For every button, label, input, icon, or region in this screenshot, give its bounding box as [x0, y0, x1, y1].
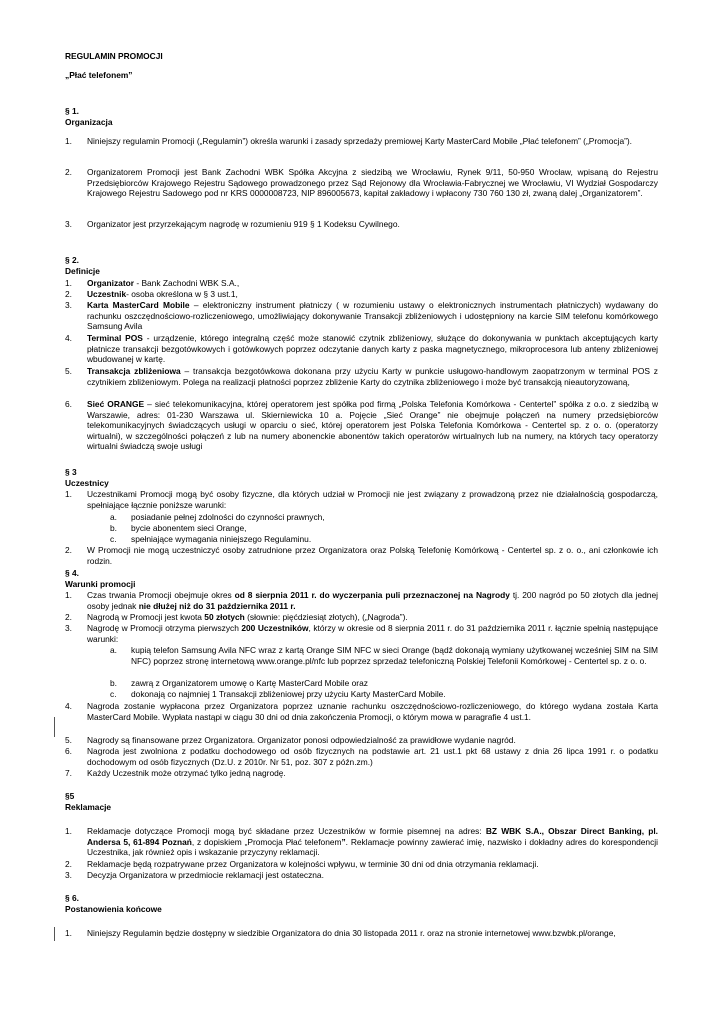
s1-item-1-text: Niniejszy regulamin Promocji („Regulamin”) określa warunki i zasady sprzedaży premiowej Karty MasterCard Mobile „Płać telefonem” („Promocja”).: [87, 136, 633, 146]
s2-item-6: [87, 399, 658, 452]
s4-sub-c-letter: c.: [110, 689, 117, 699]
section-2-number: § 2.: [65, 255, 79, 265]
s4-item-6-number: 6.: [65, 746, 72, 756]
section-6-title: Postanowienia końcowe: [65, 904, 162, 914]
s4-item-1-text-c: tj. 200 nagród po 50 złotych dla jednej osoby jednak: [87, 590, 658, 611]
section-6-number: § 6.: [65, 893, 79, 903]
s2-item-4-term: Terminal POS: [87, 333, 143, 343]
s2-item-2: [87, 289, 658, 300]
s4-item-3-number: 3.: [65, 623, 72, 633]
s1-item-2-number: 2.: [65, 167, 72, 177]
s4-item-5-number: 5.: [65, 735, 72, 745]
s3-sub-c-text: spełniające wymagania niniejszego Regulaminu.: [131, 534, 312, 544]
s2-item-1-text: - Bank Zachodni WBK S.A.,: [134, 278, 240, 288]
s3-sub-a-text: posiadanie pełnej zdolności do czynności prawnych,: [131, 512, 325, 522]
s1-item-3-text: Organizator jest przyrzekającym nagrodę w rozumieniu 919 § 1 Kodeksu Cywilnego.: [87, 219, 400, 229]
section-5-number: §5: [65, 791, 75, 801]
s4-item-2-text-c: (słownie: pięćdziesiąt złotych), („Nagroda”).: [244, 612, 408, 622]
s2-item-6-text: – sieć telekomunikacyjna, której operatorem jest spółka pod firmą „Polska Telefonia Komórkowa - Centertel” spółka z o.o. z siedzibą w Warszawie, adres: 01-230 Warszawa ul. Skierniewicka 10 a. Pojęcie „Sieć Orange” nie obejmuje połączeń na numery przedsiębiorców telekomunikacyjnych świadczących usługi w oparciu o sieć, której operatorem jest Polska Telefonia Komórkowa - Centertel sp. z o. o. (operatorzy wirtualni), w szczególności połączeń z lub na numery abonenckie abonentów takich operatorów wirtualnych lub na numery, na których tacy operatorzy wirtualni świadczą swoje usługi: [87, 399, 658, 452]
s2-item-4: [87, 333, 658, 365]
s4-item-6-text: Nagroda jest zwolniona z podatku dochodowego od osób fizycznych na podstawie art. 21 ust.1 pkt 68 ustawy z dnia 26 lipca 1991 r. o podatku dochodowym od osób fizycznych (Dz.U. z 2010r. Nr 51, poz. 307 z późn.zm.): [87, 746, 658, 767]
s4-item-3-text-b: 200 Uczestników: [241, 623, 309, 633]
s5-item-1: [87, 826, 658, 858]
s1-item-1-number: 1.: [65, 136, 72, 146]
s4-sub-a-letter: a.: [110, 645, 117, 655]
s2-item-4-number: 4.: [65, 333, 72, 343]
s4-item-3-text-a: Nagrodę w Promocji otrzyma pierwszych: [87, 623, 242, 633]
s2-item-3-number: 3.: [65, 300, 72, 310]
s4-item-1-text-b: od 8 sierpnia 2011 r. do wyczerpania puli przeznaczonej na Nagrody: [234, 590, 510, 600]
s5-item-1-number: 1.: [65, 826, 72, 836]
s4-sub-c-text: dokonają co najmniej 1 Transakcji zbliżeniowej przy użyciu Karty MasterCard Mobile.: [131, 689, 446, 699]
s5-item-1-quote: ”: [341, 836, 346, 847]
revision-marker: [54, 717, 55, 737]
s2-item-4-text: - urządzenie, którego integralną część może stanowić czytnik zbliżeniowy, służące do dokonywania w punktach akceptujących karty płatnicze transakcji bezgotówkowych i gotówkowych poprzez odczytanie danych karty z paska magnetycznego, mikroprocesora lub anteny zbliżeniowej wbudowanej w kartę.: [87, 333, 658, 365]
s2-item-2-number: 2.: [65, 289, 72, 299]
s4-sub-a-text: kupią telefon Samsung Avila NFC wraz z kartą Orange SIM NFC w sieci Orange (bądź dokonają wymiany użytkowanej wcześniej SIM na SIM NFC) poprzez stronę internetową www.orange.pl/nfc lub poprzez sprzedaż telefoniczną Polskiej Telefonii Komórkowej - Centertel sp. z o. o.: [131, 645, 658, 666]
s1-item-3-number: 3.: [65, 219, 72, 229]
s4-item-4-number: 4.: [65, 701, 72, 711]
s3-item-1-text: Uczestnikami Promocji mogą być osoby fizyczne, dla których udział w Promocji nie jest związany z prowadzoną przez nie działalnością gospodarczą, spełniające łącznie poniższe warunki:: [87, 489, 658, 510]
s4-item-2-text-a: Nagrodą w Promocji jest kwota: [87, 612, 205, 622]
revision-marker-2: [54, 927, 55, 941]
section-4-number: § 4.: [65, 568, 79, 578]
s4-item-7-number: 7.: [65, 768, 72, 778]
s2-item-1-term: Organizator: [87, 278, 134, 288]
s5-item-1-text-c: , z dopiskiem „Promocja Płać telefonem: [191, 836, 342, 847]
s4-item-2-number: 2.: [65, 612, 72, 622]
s4-item-7-text: Każdy Uczestnik może otrzymać tylko jedną nagrodę.: [87, 768, 286, 778]
document-title: REGULAMIN PROMOCJI: [65, 51, 163, 61]
s5-item-1-address: BZ WBK S.A., Obszar Direct Banking, pl. Andersa 5, 61-894 Poznań: [87, 826, 658, 847]
s4-item-5-text: Nagrody są finansowane przez Organizatora. Organizator ponosi odpowiedzialność za prawidłowe wydanie nagród.: [87, 735, 516, 745]
s4-item-4-text: Nagroda zostanie wypłacona przez Organizatora poprzez uznanie rachunku oszczędnościowo-rozliczeniowego, do którego wydana została Karta MasterCard Mobile. Wypłata nastąpi w ciągu 30 dni od dnia zakończenia Promocji, o którym mowa w paragrafie 4 ust.1.: [87, 701, 658, 722]
s6-item-1-text: Niniejszy Regulamin będzie dostępny w siedzibie Organizatora do dnia 30 listopada 2011 r. oraz na stronie internetowej www.bzwbk.pl/orange,: [87, 928, 616, 938]
s2-item-6-term: Sieć ORANGE: [87, 399, 145, 409]
s4-item-2: [87, 612, 658, 623]
s4-item-1: [87, 590, 658, 611]
s1-item-2-text: Organizatorem Promocji jest Bank Zachodni WBK Spółka Akcyjna z siedzibą we Wrocławiu, Rynek 9/11, 50-950 Wrocław, wpisaną do Rejestru Przedsiębiorców Krajowego Rejestru Sądowego prowadzonego przez Sąd Rejonowy dla Wrocławia-Fabrycznej we Wrocławiu, VI Wydział Gospodarczy Krajowego Rejestru Sadowego pod nr KRS 0000008723, NIP 896005673, kapitał zakładowy i wpłacony 730 760 130 zł, zwaną dalej „Organizatorem”.: [87, 167, 658, 199]
s3-sub-c-letter: c.: [110, 534, 117, 544]
section-4-title: Warunki promocji: [65, 579, 136, 589]
section-2-title: Definicje: [65, 266, 100, 276]
s4-item-3: [87, 623, 658, 644]
s4-item-3-text-c: , którzy w okresie od 8 sierpnia 2011 r. do 31 października 2011 r. łącznie spełnią następujące warunki:: [87, 623, 658, 644]
s3-item-2-number: 2.: [65, 545, 72, 555]
section-3-title: Uczestnicy: [65, 478, 109, 488]
section-1-number: § 1.: [65, 106, 79, 116]
s3-sub-b-letter: b.: [110, 523, 117, 533]
section-1-title: Organizacja: [65, 117, 113, 127]
s5-item-3-number: 3.: [65, 870, 72, 880]
s2-item-5-term: Transakcja zbliżeniowa: [87, 366, 181, 376]
s2-item-2-term: Uczestnik: [87, 289, 127, 299]
section-3-number: § 3: [65, 467, 77, 477]
s3-item-1-number: 1.: [65, 489, 72, 499]
s3-sub-b-text: bycie abonentem sieci Orange,: [131, 523, 247, 533]
s5-item-1-text-e: . Reklamacje powinny zawierać imię, nazwisko i dokładny adres do korespondencji Uczestnika, jak również opis i wskazanie przyczyny reklamacji.: [87, 836, 658, 858]
s2-item-1: [87, 278, 658, 289]
section-5-title: Reklamacje: [65, 802, 112, 812]
s2-item-3-text: – elektroniczny instrument płatniczy ( w rozumieniu ustawy o elektronicznych instrumentach płatniczych) wydawany do rachunku oszczędnościowo-rozliczeniowego, umożliwiający dokonywanie Transakcji zbliżeniowych i udostępniony na karcie SIM telefonu komórkowego Samsung Avila: [87, 300, 658, 332]
s2-item-3: [87, 300, 658, 332]
s3-sub-a-letter: a.: [110, 512, 117, 522]
s2-item-3-term: Karta MasterCard Mobile: [87, 300, 190, 310]
s2-item-5-text: – transakcja bezgotówkowa dokonana przy użyciu Karty w punkcie usługowo-handlowym zaopatrzonym w terminal POS z czytnikiem zbliżeniowym. Polega na realizacji płatności poprzez zbliżenie Karty do czytnika zbliżeniowego i może być transakcją nieautoryzowaną,: [87, 366, 658, 387]
s2-item-6-number: 6.: [65, 399, 72, 409]
s2-item-5-number: 5.: [65, 366, 72, 376]
s2-item-2-text: - osoba określona w § 3 ust.1,: [126, 289, 238, 299]
s5-item-3-text: Decyzja Organizatora w przedmiocie reklamacji jest ostateczna.: [87, 870, 324, 880]
s4-sub-b-text: zawrą z Organizatorem umowę o Kartę MasterCard Mobile oraz: [131, 678, 368, 688]
document-subtitle: „Płać telefonem”: [65, 70, 133, 80]
s5-item-2-text: Reklamacje będą rozpatrywane przez Organizatora w kolejności wpływu, w terminie 30 dni od dnia otrzymania reklamacji.: [87, 859, 539, 869]
s4-sub-b-letter: b.: [110, 678, 117, 688]
s6-item-1-number: 1.: [65, 928, 72, 938]
s5-item-2-number: 2.: [65, 859, 72, 869]
s4-item-1-text-a: Czas trwania Promocji obejmuje okres: [87, 590, 235, 600]
s4-item-1-text-d: nie dłużej niż do 31 października 2011 r.: [138, 600, 296, 611]
s5-item-1-text-a: Reklamacje dotyczące Promocji mogą być składane przez Uczestników w formie pisemnej na adres:: [87, 826, 486, 836]
s3-item-2-text: W Promocji nie mogą uczestniczyć osoby zatrudnione przez Organizatora oraz Polską Telefonię Komórkową - Centertel sp. z o. o., ani członkowie ich rodzin.: [87, 545, 658, 566]
s4-item-1-number: 1.: [65, 590, 72, 600]
s2-item-5: [87, 366, 658, 387]
s2-item-1-number: 1.: [65, 278, 72, 288]
s4-item-2-text-b: 50 złotych: [204, 612, 245, 622]
